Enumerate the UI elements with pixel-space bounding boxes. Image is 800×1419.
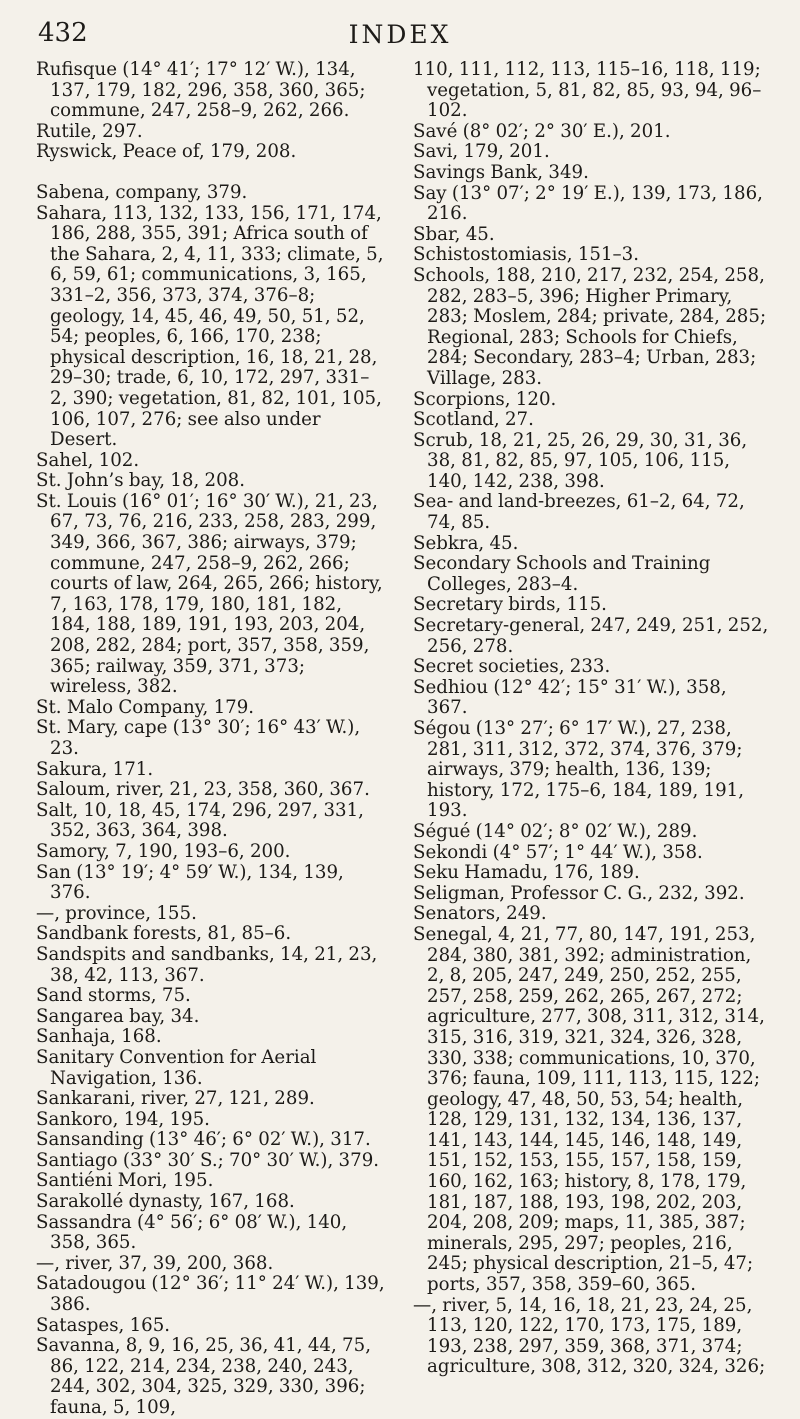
index-entry: Savings Bank, 349. — [413, 161, 589, 183]
index-entry: Scrub, 18, 21, 25, 26, 29, 30, 31, 36, 38, 81, 82, 85, 97, 105, 106, 115, 140, 142, 238, 398. — [413, 429, 748, 492]
index-entry: Sankarani, river, 27, 121, 289. — [36, 1088, 315, 1110]
index-entry: Samory, 7, 190, 193–6, 200. — [36, 840, 291, 862]
running-head: INDEX — [348, 20, 452, 49]
index-entry: Saloum, river, 21, 23, 358, 360, 367. — [36, 779, 370, 801]
index-entry: St. John’s bay, 18, 208. — [36, 470, 246, 492]
index-entry: Say (13° 07′; 2° 19′ E.), 139, 173, 186, 216. — [413, 182, 763, 225]
index-entry: Scotland, 27. — [413, 409, 534, 431]
index-entry: Sedhiou (12° 42′; 15° 31′ W.), 358, 367. — [413, 676, 727, 719]
index-entry: Savi, 179, 201. — [413, 141, 550, 163]
index-entry: 110, 111, 112, 113, 115–16, 118, 119; vegetation, 5, 81, 82, 85, 93, 94, 96–102. — [413, 59, 762, 122]
index-entry: Sandbank forests, 81, 85–6. — [36, 923, 292, 945]
index-entry: Sangarea bay, 34. — [36, 1005, 200, 1027]
index-entry: —, province, 155. — [36, 902, 197, 924]
index-entry: Rufisque (14° 41′; 17° 12′ W.), 134, 137, 179, 182, 296, 358, 360, 365; commune, 247, 258–9, 262, 266. — [36, 59, 366, 122]
index-entry: Sandspits and sandbanks, 14, 21, 23, 38, 42, 113, 367. — [36, 943, 378, 986]
index-entry: Sbar, 45. — [413, 223, 495, 245]
index-entry: Sekondi (4° 57′; 1° 44′ W.), 358. — [413, 841, 703, 863]
index-entry: Secret societies, 233. — [413, 656, 611, 678]
index-entry: Santiéni Mori, 195. — [36, 1170, 214, 1192]
index-entry: Senators, 249. — [413, 903, 547, 925]
index-entry: Satadougou (12° 36′; 11° 24′ W.), 139, 386. — [36, 1273, 385, 1316]
index-entry: San (13° 19′; 4° 59′ W.), 134, 139, 376. — [36, 861, 344, 904]
index-entry: Secretary birds, 115. — [413, 594, 607, 616]
index-entry: Ségué (14° 02′; 8° 02′ W.), 289. — [413, 820, 698, 842]
page-number: 432 — [38, 18, 88, 48]
index-entry: Sahara, 113, 132, 133, 156, 171, 174, 186, 288, 355, 391; Africa south of the Sahara, 2, 4, 11, 333; climate, 5, 6, 59, 61; communications, 3, 165, 331–2, 356, 373, 374, 376–8; geology, 14, 45, 46, 49, 50, 51, 52, 54; peoples, 6, 166, 170, 238; physical description, 16, 18, 21, 28, 29–30; trade, 6, 10, 172, 297, 331–2, 390; vegetation, 81, 82, 101, 105, 106, 107, 276; see also under Desert. — [36, 202, 384, 451]
index-entry: Sassandra (4° 56′; 6° 08′ W.), 140, 358, 365. — [36, 1211, 348, 1254]
index-entry: Sanitary Convention for Aerial Navigation, 136. — [36, 1046, 317, 1089]
index-entry: Sankoro, 194, 195. — [36, 1108, 210, 1130]
index-entry: Secondary Schools and Training Colleges, 283–4. — [413, 553, 711, 595]
index-entry: Salt, 10, 18, 45, 174, 296, 297, 331, 352, 363, 364, 398. — [36, 799, 364, 842]
index-entry: Sea- and land-breezes, 61–2, 64, 72, 74, 85. — [413, 491, 745, 534]
index-entry: Sahel, 102. — [36, 449, 140, 471]
index-column-left — [36, 60, 386, 1419]
index-entry: Seku Hamadu, 176, 189. — [413, 862, 640, 884]
index-entry: Ségou (13° 27′; 6° 17′ W.), 27, 238, 281, 311, 312, 372, 374, 376, 379; airways, 379; health, 136, 139; history, 172, 175–6, 184, 189, 191, 193. — [413, 718, 745, 822]
index-entry: St. Louis (16° 01′; 16° 30′ W.), 21, 23, 67, 73, 76, 216, 233, 258, 283, 299, 349, 366, 367, 386; airways, 379; commune, 247, 258–9, 262, 266; courts of law, 264, 265, 266; history, 7, 163, 178, 179, 180, 181, 182, 184, 188, 189, 191, 193, 203, 204, 208, 282, 284; port, 357, 358, 359, 365; railway, 359, 371, 373; wireless, 382. — [36, 490, 383, 698]
index-entry: Rutile, 297. — [36, 120, 143, 142]
index-entry: Secretary-general, 247, 249, 251, 252, 256, 278. — [413, 615, 769, 657]
index-entry: —, river, 37, 39, 200, 368. — [36, 1252, 274, 1274]
index-entry: Sarakollé dynasty, 167, 168. — [36, 1191, 295, 1213]
index-entry: Savé (8° 02′; 2° 30′ E.), 201. — [413, 120, 671, 142]
index-entry: Sansanding (13° 46′; 6° 02′ W.), 317. — [36, 1129, 371, 1151]
index-entry: Schools, 188, 210, 217, 232, 254, 258, 282, 283–5, 396; Higher Primary, 283; Moslem, 284; private, 284, 285; Regional, 283; Schools for Chiefs, 284; Secondary, 283–4; Urban, 283; Village, 283. — [413, 264, 767, 389]
index-entry: Sanhaja, 168. — [36, 1026, 162, 1048]
index-entry: St. Malo Company, 179. — [36, 696, 255, 718]
index-entry: Ryswick, Peace of, 179, 208. — [36, 141, 297, 163]
index-entry: Santiago (33° 30′ S.; 70° 30′ W.), 379. — [36, 1149, 380, 1171]
index-entry: St. Mary, cape (13° 30′; 16° 43′ W.), 23. — [36, 717, 361, 759]
index-entry: Scorpions, 120. — [413, 388, 557, 410]
index-entry: Sakura, 171. — [36, 758, 154, 780]
index-entry: Sand storms, 75. — [36, 985, 191, 1007]
index-entry: Sabena, company, 379. — [36, 181, 248, 203]
index-entry: Savanna, 8, 9, 16, 25, 36, 41, 44, 75, 86, 122, 214, 234, 238, 240, 243, 244, 302, 304, 325, 329, 330, 396; fauna, 5, 109, — [36, 1335, 371, 1418]
index-entry: Senegal, 4, 21, 77, 80, 147, 191, 253, 284, 380, 381, 392; administration, 2, 8, 205, 247, 249, 250, 252, 255, 257, 258, 259, 262, 265, 267, 272; agriculture, 277, 308, 311, 312, 314, 315, 316, 319, 321, 324, 326, 328, 330, 338; communications, 10, 370, 376; fauna, 109, 111, 113, 115, 122; geology, 47, 48, 50, 53, 54; health, 128, 129, 131, 132, 134, 136, 137, 141, 143, 144, 145, 146, 148, 149, 151, 152, 153, 155, 157, 158, 159, 160, 162, 163; history, 8, 178, 179, 181, 187, 188, 193, 198, 202, 203, 204, 208, 209; maps, 11, 385, 387; minerals, 295, 297; peoples, 216, 245; physical description, 21–5, 47; ports, 357, 358, 359–60, 365. — [413, 923, 765, 1296]
index-entry: —, river, 5, 14, 16, 18, 21, 23, 24, 25, 113, 120, 122, 170, 173, 175, 189, 193, 238, 297, 359, 368, 371, 374; agriculture, 308, 312, 320, 324, 326; — [413, 1294, 766, 1378]
index-entry: Schistostomiasis, 151–3. — [413, 244, 639, 266]
page-header — [0, 18, 800, 58]
index-entry: Seligman, Professor C. G., 232, 392. — [413, 882, 745, 904]
index-entry: Sebkra, 45. — [413, 532, 519, 554]
index-column-right — [413, 60, 769, 1378]
index-entry: Sataspes, 165. — [36, 1314, 171, 1336]
